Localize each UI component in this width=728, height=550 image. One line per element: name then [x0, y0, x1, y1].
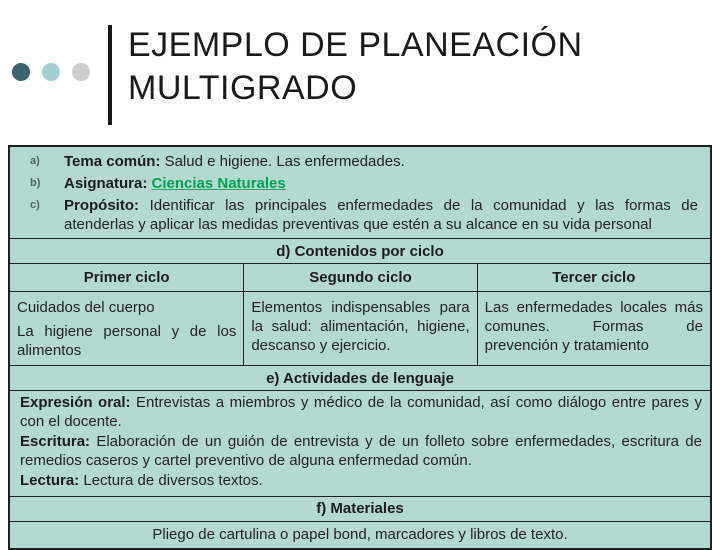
- planning-table: [8, 145, 712, 550]
- lightblue-dot-icon: [42, 63, 60, 81]
- list-item-tema-comun: [18, 152, 702, 171]
- expresion-oral-text: Entrevistas a miembros y médico de la comunidad, así como diálogo entre pares y con el docente.: [20, 394, 702, 430]
- tema-comun-value: Salud e higiene. Las enfermedades.: [164, 153, 405, 170]
- column-header-primer-ciclo: Primer ciclo: [83, 269, 170, 286]
- asignatura-text: [64, 174, 702, 193]
- list-item-asignatura: [18, 174, 702, 193]
- general-info-section: [10, 147, 710, 239]
- tema-comun-label: Tema común:: [64, 153, 161, 170]
- materiales-section-content: Pliego de cartulina o papel bond, marcadores y libros de texto.: [152, 526, 568, 543]
- teal-dot-icon: [12, 63, 30, 81]
- decorative-dots: [12, 63, 90, 81]
- lectura-label: Lectura:: [20, 472, 80, 489]
- list-marker-b: b): [30, 177, 41, 189]
- escritura-item: [20, 433, 702, 470]
- lectura-text: Lectura de diversos textos.: [83, 472, 263, 489]
- proposito-label: Propósito:: [64, 197, 139, 214]
- lectura-item: [20, 472, 702, 491]
- ciencias-naturales-link[interactable]: Ciencias Naturales: [151, 175, 286, 192]
- segundo-ciclo-cell: [243, 292, 476, 365]
- primer-ciclo-paragraph-1: Cuidados del cuerpo: [17, 299, 155, 316]
- proposito-value: Identificar las principales enfermedades de la comunidad y las formas de atenderlas y aplicar las medidas preventivas que estén a su alcance en su vida personal: [64, 197, 698, 233]
- title-line-1: EJEMPLO DE PLANEACIÓN: [128, 26, 583, 64]
- tercer-ciclo-cell: [477, 292, 710, 365]
- cycle-column-content: [10, 292, 710, 366]
- cycle-column-headers: [10, 264, 710, 292]
- actividades-section-content: [10, 391, 710, 497]
- list-marker-a: a): [30, 155, 40, 167]
- list-marker-c: c): [30, 199, 40, 211]
- list-item-proposito: [18, 196, 702, 234]
- title-line-2: MULTIGRADO: [128, 69, 358, 107]
- gray-dot-icon: [72, 63, 90, 81]
- contenidos-section-header: d) Contenidos por ciclo: [10, 239, 710, 264]
- escritura-label: Escritura:: [20, 433, 91, 450]
- materiales-section-header: f) Materiales: [10, 497, 710, 522]
- page-title: [128, 24, 718, 110]
- title-divider-bar: [108, 25, 112, 125]
- actividades-section-header: e) Actividades de lenguaje: [10, 366, 710, 391]
- asignatura-label: Asignatura:: [64, 175, 148, 192]
- escritura-text: Elaboración de un guión de entrevista y de un folleto sobre enfermedades, escritura de remedios caseros y cartel preventivo de alguna enfermedad común.: [20, 433, 702, 469]
- proposito-text: [64, 196, 702, 234]
- expresion-oral-label: Expresión oral:: [20, 394, 131, 411]
- expresion-oral-item: [20, 394, 702, 431]
- segundo-ciclo-paragraph: Elementos indispensables para la salud: alimentación, higiene, descanso y ejercicio.: [251, 299, 470, 354]
- column-header-tercer-ciclo: Tercer ciclo: [477, 264, 710, 291]
- tercer-ciclo-paragraph: Las enfermedades locales más comunes. Formas de prevención y tratamiento: [484, 299, 703, 354]
- primer-ciclo-paragraph-2: La higiene personal y de los alimentos: [17, 323, 237, 359]
- tema-comun-text: [64, 152, 702, 171]
- column-header-segundo-ciclo: Segundo ciclo: [243, 264, 476, 291]
- primer-ciclo-cell: [10, 292, 243, 365]
